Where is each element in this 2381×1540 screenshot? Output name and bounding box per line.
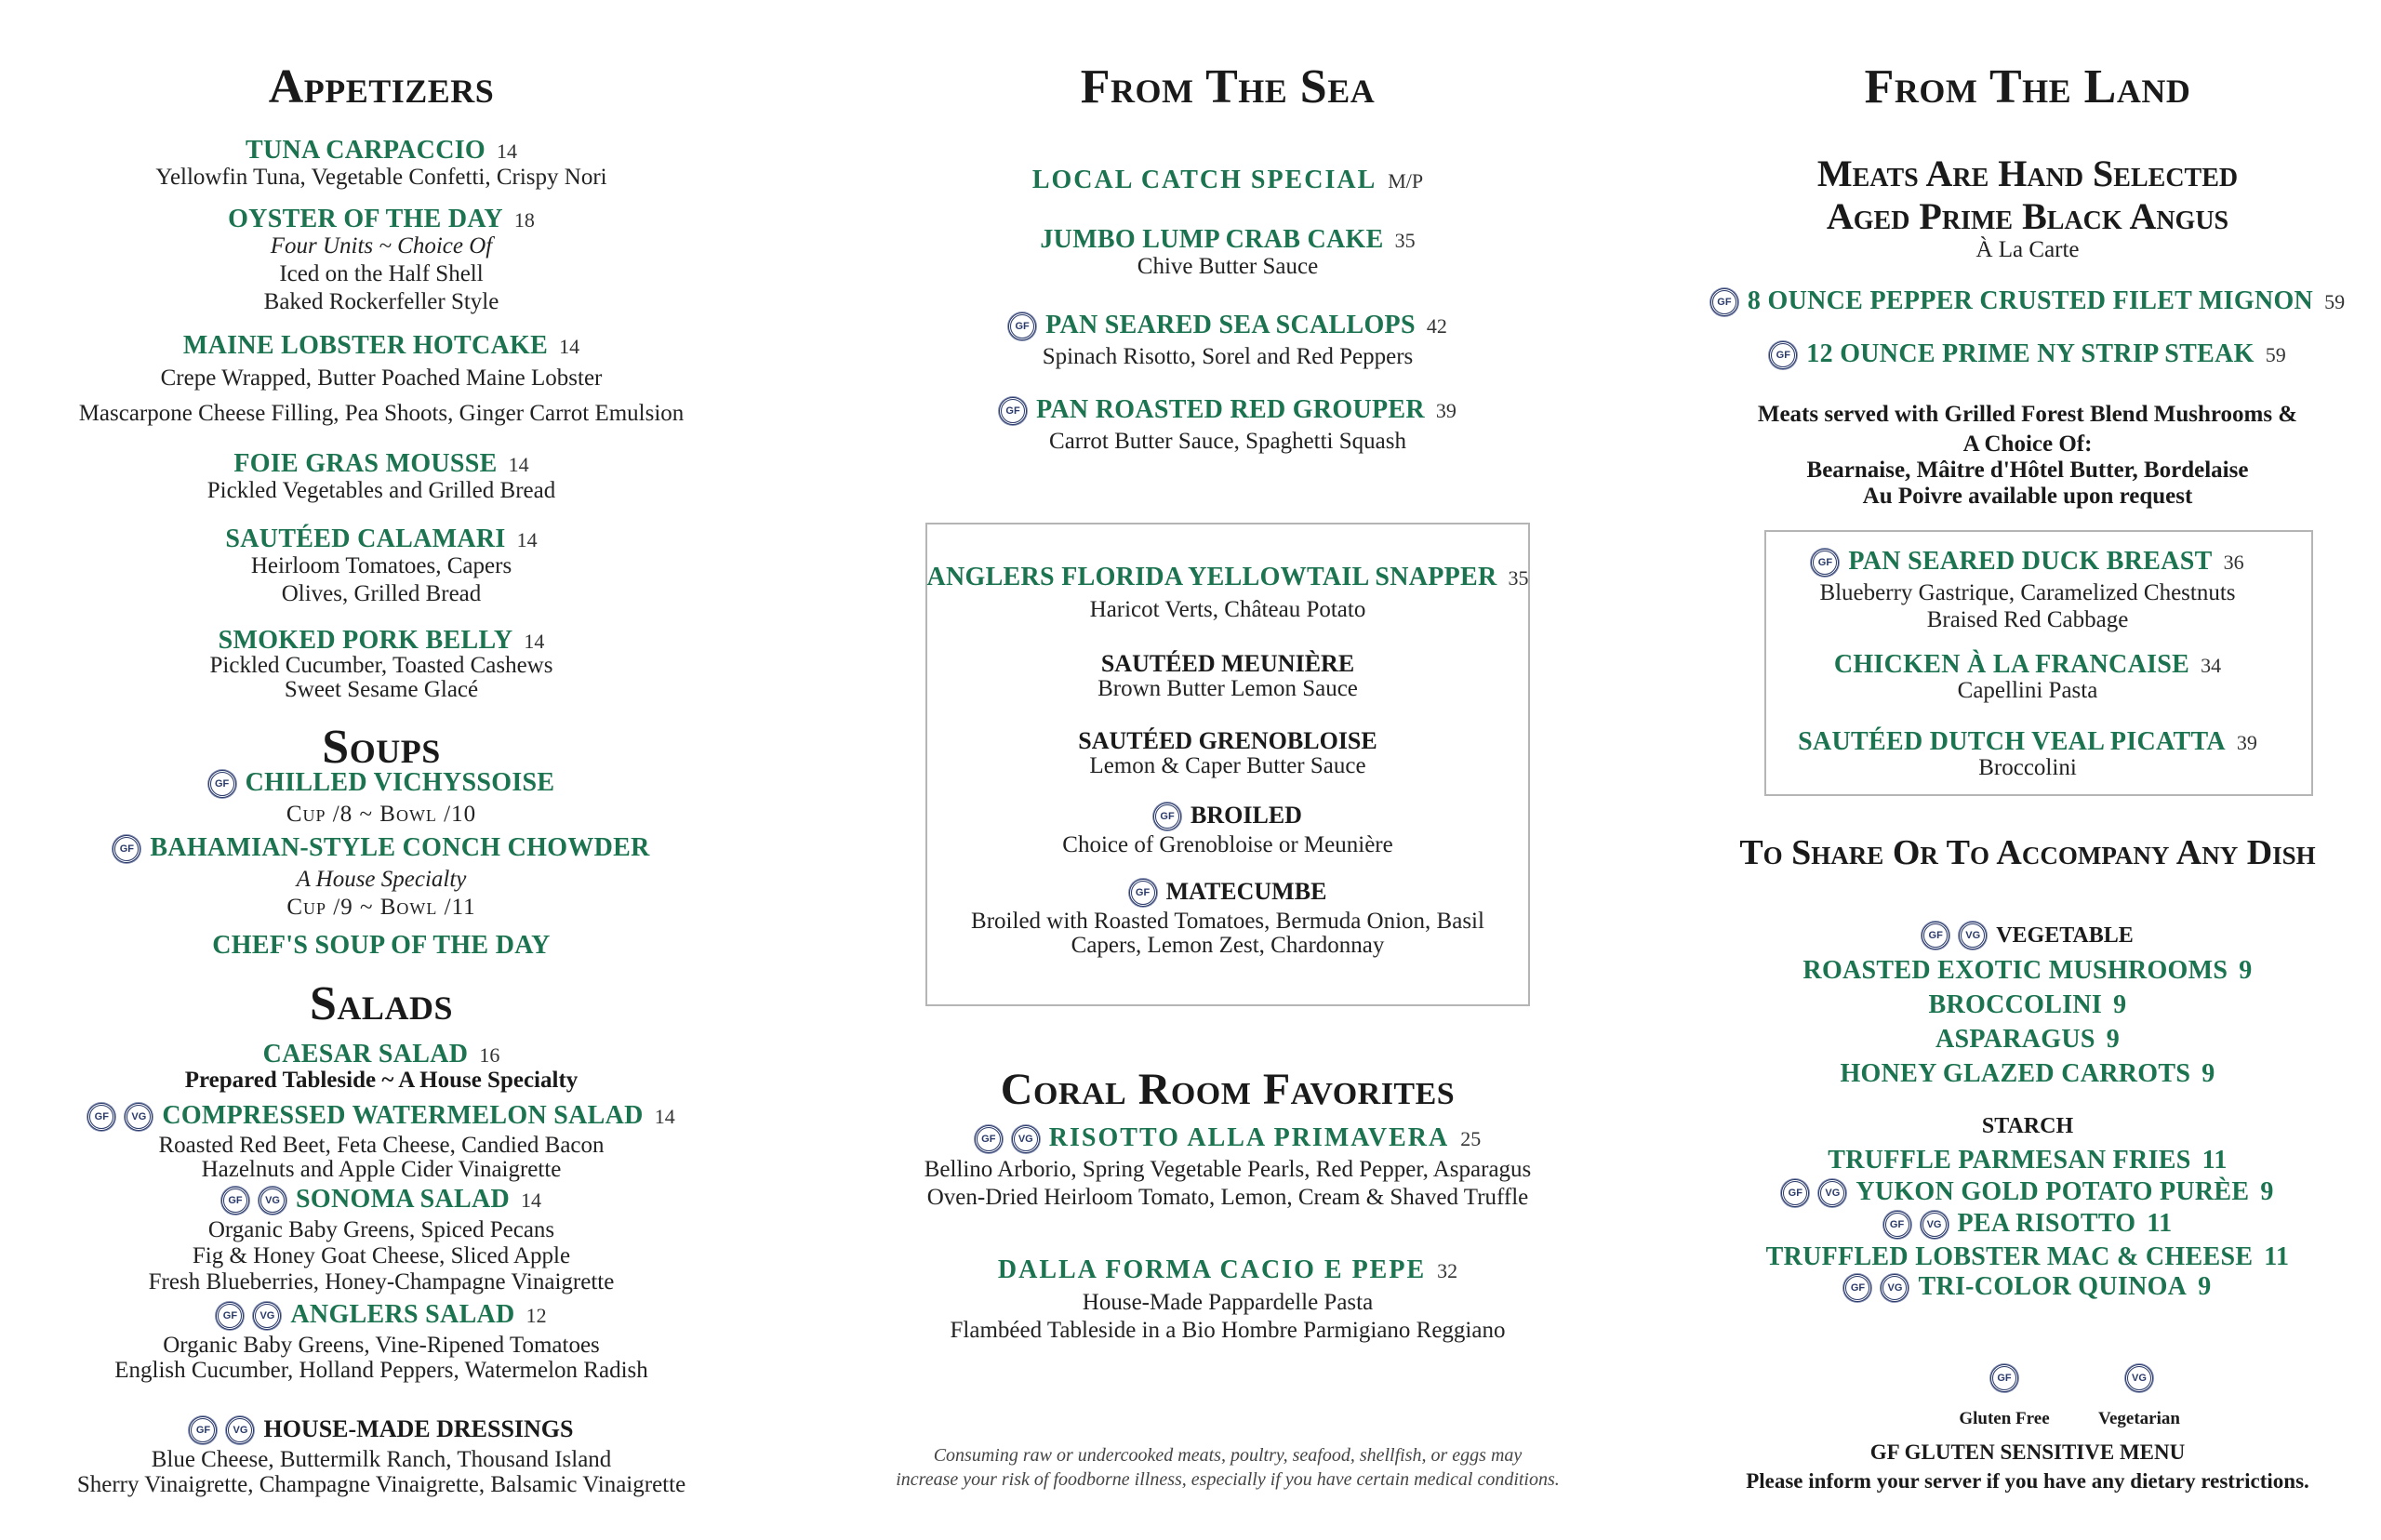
item-name: MAINE LOBSTER HOTCAKE: [182, 331, 549, 360]
item-name: HONEY GLAZED CARROTS: [1840, 1059, 2191, 1088]
item-desc: Prepared Tableside ~ A House Specialty: [184, 1068, 579, 1093]
meats-served-note: [1702, 398, 2353, 510]
prep-desc: Broiled with Roasted Tomatoes, Bermuda Onion, Basil: [971, 909, 1484, 935]
menu-item-soup-of-day: [37, 933, 725, 959]
note-line: GF GLUTEN SENSITIVE MENU: [1869, 1440, 2186, 1464]
note-line: Bearnaise, Mâitre d'Hôtel Butter, Bordelaise: [1806, 458, 2249, 483]
item-price: 32: [1437, 1259, 1458, 1282]
gluten-free-icon: GF: [1129, 879, 1157, 907]
item-desc: Pickled Vegetables and Grilled Bread: [206, 478, 556, 503]
item-price: 9: [2113, 990, 2127, 1019]
menu-item-pork-belly: [37, 628, 725, 702]
item-price: 14: [520, 1188, 541, 1212]
menu-item-crab-cake: [884, 227, 1572, 281]
meats-subtitle: Meats Are Hand Selected: [1816, 153, 2239, 194]
legend-gluten-free: [1935, 1367, 2074, 1432]
menu-item-conch-chowder: [37, 835, 725, 922]
side-item-mushrooms: [1702, 958, 2353, 984]
note-line: Please inform your server if you have any dietary restrictions.: [1746, 1469, 2309, 1493]
item-name: CAESAR SALAD: [262, 1040, 469, 1069]
menu-item-sonoma-salad: [37, 1187, 725, 1295]
sea-title: From The Sea: [1080, 60, 1376, 113]
item-price: 11: [2147, 1209, 2173, 1238]
gluten-free-icon: GF: [1781, 1179, 1809, 1207]
gluten-free-icon: GF: [113, 835, 140, 863]
side-item-lobster-mac: [1702, 1244, 2353, 1270]
meats-heading: [1702, 153, 2353, 262]
item-price: 36: [2223, 551, 2244, 574]
side-item-quinoa: [1702, 1274, 2353, 1305]
menu-item-veal-picatta: [1702, 729, 2353, 780]
gluten-free-icon: GF: [1153, 803, 1181, 830]
side-item-potato-puree: [1702, 1179, 2353, 1210]
vegetarian-icon: VG: [253, 1302, 281, 1330]
note-line: Meats served with Grilled Forest Blend Mushrooms &: [1757, 402, 2298, 427]
item-desc: Braised Red Cabbage: [1926, 607, 2129, 633]
item-name: BAHAMIAN-STYLE CONCH CHOWDER: [150, 833, 650, 862]
side-item-fries: [1702, 1148, 2353, 1174]
gluten-free-icon: GF: [1990, 1364, 2018, 1392]
item-name: SAUTÉED DUTCH VEAL PICATTA: [1798, 727, 2226, 756]
item-desc: Cup /9 ~ Bowl /11: [286, 895, 476, 921]
salads-title: Salads: [310, 977, 453, 1030]
item-desc: Hazelnuts and Apple Cider Vinaigrette: [201, 1157, 562, 1183]
item-desc: Sweet Sesame Glacé: [284, 677, 479, 702]
menu-item-lobster-hotcake: [37, 333, 725, 428]
vegetarian-icon: VG: [1818, 1179, 1846, 1207]
item-desc: Organic Baby Greens, Vine-Ripened Tomatoes: [163, 1333, 600, 1359]
gluten-free-icon: GF: [1883, 1211, 1911, 1239]
legend-vegetarian: [2069, 1367, 2209, 1432]
item-name: ANGLERS FLORIDA YELLOWTAIL SNAPPER: [926, 563, 1497, 591]
menu-item-risotto: [884, 1125, 1572, 1212]
item-desc: Heirloom Tomatoes, Capers: [250, 553, 512, 578]
menu-item-local-catch: [884, 167, 1572, 193]
menu-item-cacio-e-pepe: [884, 1257, 1572, 1345]
item-name: BROCCOLINI: [1928, 990, 2103, 1019]
item-desc: Sherry Vinaigrette, Champagne Vinaigrette, Balsamic Vinaigrette: [76, 1472, 686, 1498]
vegetarian-icon: VG: [1959, 922, 1987, 949]
item-name: SMOKED PORK BELLY: [218, 626, 513, 655]
item-desc: Fig & Honey Goat Cheese, Sliced Apple: [192, 1243, 571, 1269]
menu-item-scallops: [884, 312, 1572, 371]
item-desc: Pickled Cucumber, Toasted Cashews: [209, 653, 553, 678]
disclaimer-line: Consuming raw or undercooked meats, poultry, seafood, shellfish, or eggs may: [933, 1445, 1523, 1466]
item-desc: Blue Cheese, Buttermilk Ranch, Thousand Island: [151, 1447, 612, 1473]
starch-label: STARCH: [1981, 1114, 2074, 1138]
prep-desc: Choice of Grenobloise or Meunière: [1062, 832, 1393, 858]
disclaimer-line: increase your risk of foodborne illness, especially if you have certain medical conditions.: [896, 1469, 1560, 1490]
item-price: 14: [559, 335, 580, 358]
item-price: 18: [513, 208, 535, 232]
item-name: JUMBO LUMP CRAB CAKE: [1040, 225, 1384, 254]
item-desc: Carrot Butter Sauce, Spaghetti Squash: [1049, 429, 1406, 455]
item-name: TRUFFLED LOBSTER MAC & CHEESE: [1765, 1242, 2254, 1271]
item-name: FOIE GRAS MOUSSE: [233, 449, 498, 478]
item-price: M/P: [1388, 169, 1424, 192]
item-name: OYSTER OF THE DAY: [228, 205, 503, 233]
item-desc: Oven-Dried Heirloom Tomato, Lemon, Cream & Shaved Truffle: [926, 1185, 1529, 1211]
menu-item-strip-steak: [1702, 341, 2353, 372]
item-desc: Capellini Pasta: [1957, 678, 2098, 703]
item-name: TUNA CARPACCIO: [245, 136, 486, 165]
item-name: TRI-COLOR QUINOA: [1918, 1272, 2188, 1301]
item-desc: Bellino Arborio, Spring Vegetable Pearls, Red Pepper, Asparagus: [924, 1157, 1532, 1183]
menu-item-foie-gras: [37, 451, 725, 505]
vegetarian-icon: VG: [125, 1103, 153, 1131]
menu-item-calamari: [37, 526, 725, 608]
item-desc: Mascarpone Cheese Filling, Pea Shoots, Ginger Carrot Emulsion: [78, 401, 685, 426]
item-price: 34: [2201, 654, 2222, 677]
item-desc: Broccolini: [1978, 755, 2077, 780]
vegetable-heading: [1702, 923, 2353, 952]
item-price: 9: [2198, 1272, 2212, 1301]
coral-room-title: Coral Room Favorites: [1000, 1065, 1456, 1114]
gluten-free-icon: GF: [1843, 1274, 1871, 1302]
menu-item-tuna-carpaccio: [37, 138, 725, 192]
item-price: 14: [524, 630, 545, 653]
gluten-free-icon: GF: [1811, 549, 1839, 577]
gluten-free-icon: GF: [999, 397, 1027, 425]
vegetarian-icon: VG: [2125, 1364, 2153, 1392]
item-desc: Flambéed Tableside in a Bio Hombre Parmigiano Reggiano: [950, 1318, 1506, 1343]
prep-matecumbe: [884, 879, 1572, 958]
item-name: RISOTTO ALLA PRIMAVERA: [1048, 1123, 1450, 1152]
item-desc: Spinach Risotto, Sorel and Red Peppers: [1042, 344, 1414, 370]
prep-name: SAUTÉED MEUNIÈRE: [1100, 650, 1355, 677]
share-title: To Share Or To Accompany Any Dish: [1739, 833, 2316, 872]
item-name: LOCAL CATCH SPECIAL: [1031, 166, 1377, 194]
item-name: CHEF'S SOUP OF THE DAY: [212, 931, 551, 960]
item-name: YUKON GOLD POTATO PURÈE: [1856, 1177, 2250, 1206]
item-name: PAN SEARED SEA SCALLOPS: [1045, 311, 1416, 339]
menu-item-anglers-salad: [37, 1302, 725, 1383]
item-name: ROASTED EXOTIC MUSHROOMS: [1802, 956, 2228, 985]
item-name: PAN ROASTED RED GROUPER: [1036, 395, 1425, 424]
item-desc: Olives, Grilled Bread: [281, 581, 482, 606]
item-desc: English Cucumber, Holland Peppers, Watermelon Radish: [114, 1358, 648, 1384]
item-price: 11: [2201, 1146, 2228, 1175]
prep-desc: Lemon & Caper Butter Sauce: [1089, 753, 1366, 778]
gluten-free-icon: GF: [1769, 341, 1797, 369]
raw-food-disclaimer: [884, 1443, 1572, 1492]
item-desc: Roasted Red Beet, Feta Cheese, Candied Bacon: [158, 1133, 605, 1159]
item-name: PEA RISOTTO: [1957, 1209, 2136, 1238]
prep-grenobloise: [884, 728, 1572, 778]
item-price: 39: [1435, 399, 1457, 422]
gluten-free-icon: GF: [1922, 922, 1949, 949]
item-price: 11: [2264, 1242, 2290, 1271]
item-name: CHICKEN À LA FRANCAISE: [1833, 650, 2190, 679]
item-name: HOUSE-MADE DRESSINGS: [263, 1415, 574, 1442]
item-price: 39: [2236, 731, 2257, 754]
item-desc: Cup /8 ~ Bowl /10: [286, 802, 477, 828]
item-price: 9: [2239, 956, 2253, 985]
vegetable-label: VEGETABLE: [1996, 923, 2134, 948]
item-name: TRUFFLE PARMESAN FRIES: [1828, 1146, 2191, 1175]
item-desc: Four Units ~ Choice Of: [270, 233, 493, 259]
vegetarian-icon: VG: [226, 1416, 254, 1444]
a-la-carte-label: À La Carte: [1975, 237, 2080, 262]
gluten-free-icon: GF: [1710, 288, 1738, 316]
item-name: 12 OUNCE PRIME NY STRIP STEAK: [1806, 339, 2255, 368]
prep-name: SAUTÉED GRENOBLOISE: [1078, 727, 1377, 754]
soups-title: Soups: [322, 721, 441, 774]
item-desc: Crepe Wrapped, Butter Poached Maine Lobster: [160, 365, 603, 391]
menu-item-dressings: [37, 1416, 725, 1497]
gluten-free-icon: GF: [87, 1103, 115, 1131]
item-desc: Iced on the Half Shell: [279, 261, 484, 286]
item-price: 59: [2324, 290, 2346, 313]
item-price: 35: [1508, 566, 1529, 590]
item-name: ANGLERS SALAD: [290, 1300, 515, 1329]
note-line: A Choice Of:: [1962, 431, 2093, 457]
item-desc: Organic Baby Greens, Spiced Pecans: [207, 1217, 555, 1243]
prep-name: MATECUMBE: [1165, 878, 1327, 905]
item-price: 14: [654, 1105, 675, 1128]
dietary-note: [1702, 1438, 2353, 1495]
prep-desc: Brown Butter Lemon Sauce: [1097, 676, 1358, 701]
item-desc: Haricot Verts, Château Potato: [1089, 597, 1366, 622]
item-price: 59: [2265, 343, 2286, 366]
menu-item-vichyssoise: [37, 770, 725, 829]
item-desc: A House Specialty: [296, 867, 467, 893]
item-price: 35: [1394, 229, 1416, 252]
legend-label: Vegetarian: [2098, 1409, 2180, 1428]
prep-desc: Capers, Lemon Zest, Chardonnay: [1071, 933, 1385, 959]
menu-item-caesar: [37, 1042, 725, 1094]
item-desc: Baked Rockerfeller Style: [263, 289, 499, 314]
side-item-broccolini: [1702, 992, 2353, 1018]
item-price: 12: [525, 1304, 547, 1327]
side-item-asparagus: [1702, 1027, 2353, 1053]
gluten-free-icon: GF: [216, 1302, 244, 1330]
item-name: COMPRESSED WATERMELON SALAD: [162, 1101, 644, 1130]
item-name: CHILLED VICHYSSOISE: [245, 768, 555, 797]
meats-subtitle: Aged Prime Black Angus: [1826, 195, 2229, 237]
gluten-free-icon: GF: [208, 770, 236, 798]
appetizers-title: Appetizers: [268, 60, 495, 113]
legend-label: Gluten Free: [1959, 1409, 2050, 1428]
menu-item-duck-breast: [1702, 549, 2353, 633]
prep-meuniere: [884, 651, 1572, 701]
item-price: 9: [2201, 1059, 2215, 1088]
item-price: 9: [2106, 1025, 2121, 1054]
gluten-free-icon: GF: [189, 1416, 217, 1444]
prep-name: BROILED: [1190, 802, 1302, 829]
land-title: From The Land: [1864, 60, 2191, 113]
item-price: 25: [1460, 1127, 1482, 1150]
vegetarian-icon: VG: [1881, 1274, 1909, 1302]
item-name: DALLA FORMA CACIO E PEPE: [997, 1255, 1427, 1284]
item-price: 16: [479, 1043, 500, 1067]
item-price: 42: [1426, 314, 1447, 338]
item-name: SAUTÉED CALAMARI: [225, 524, 506, 553]
side-item-pea-risotto: [1702, 1211, 2353, 1241]
vegetarian-icon: VG: [259, 1187, 286, 1215]
item-desc: House-Made Pappardelle Pasta: [1082, 1290, 1374, 1315]
menu-item-watermelon-salad: [37, 1103, 725, 1182]
item-desc: Fresh Blueberries, Honey-Champagne Vinaigrette: [148, 1269, 615, 1295]
menu-item-grouper: [884, 397, 1572, 456]
item-price: 14: [497, 139, 518, 163]
item-name: ASPARAGUS: [1935, 1025, 2095, 1054]
item-desc: Blueberry Gastrique, Caramelized Chestnuts: [1819, 580, 2236, 606]
note-line: Au Poivre available upon request: [1862, 484, 2193, 509]
item-desc: Chive Butter Sauce: [1137, 254, 1319, 279]
item-price: 9: [2260, 1177, 2274, 1206]
item-price: 14: [516, 528, 538, 551]
item-name: SONOMA SALAD: [296, 1185, 510, 1214]
vegetarian-icon: VG: [1012, 1125, 1040, 1153]
menu-item-yellowtail-snapper: [884, 564, 1572, 624]
menu-item-chicken-francaise: [1702, 652, 2353, 703]
item-name: 8 OUNCE PEPPER CRUSTED FILET MIGNON: [1747, 286, 2314, 315]
gluten-free-icon: GF: [975, 1125, 1003, 1153]
gluten-free-icon: GF: [1008, 312, 1036, 340]
item-price: 14: [508, 453, 529, 476]
menu-item-oyster: [37, 206, 725, 316]
vegetarian-icon: VG: [1921, 1211, 1949, 1239]
side-item-carrots: [1702, 1061, 2353, 1087]
item-name: PAN SEARED DUCK BREAST: [1848, 547, 2213, 576]
prep-broiled: [884, 803, 1572, 857]
menu-item-filet-mignon: [1702, 288, 2353, 319]
gluten-free-icon: GF: [221, 1187, 249, 1215]
item-desc: Yellowfin Tuna, Vegetable Confetti, Crispy Nori: [155, 165, 607, 190]
